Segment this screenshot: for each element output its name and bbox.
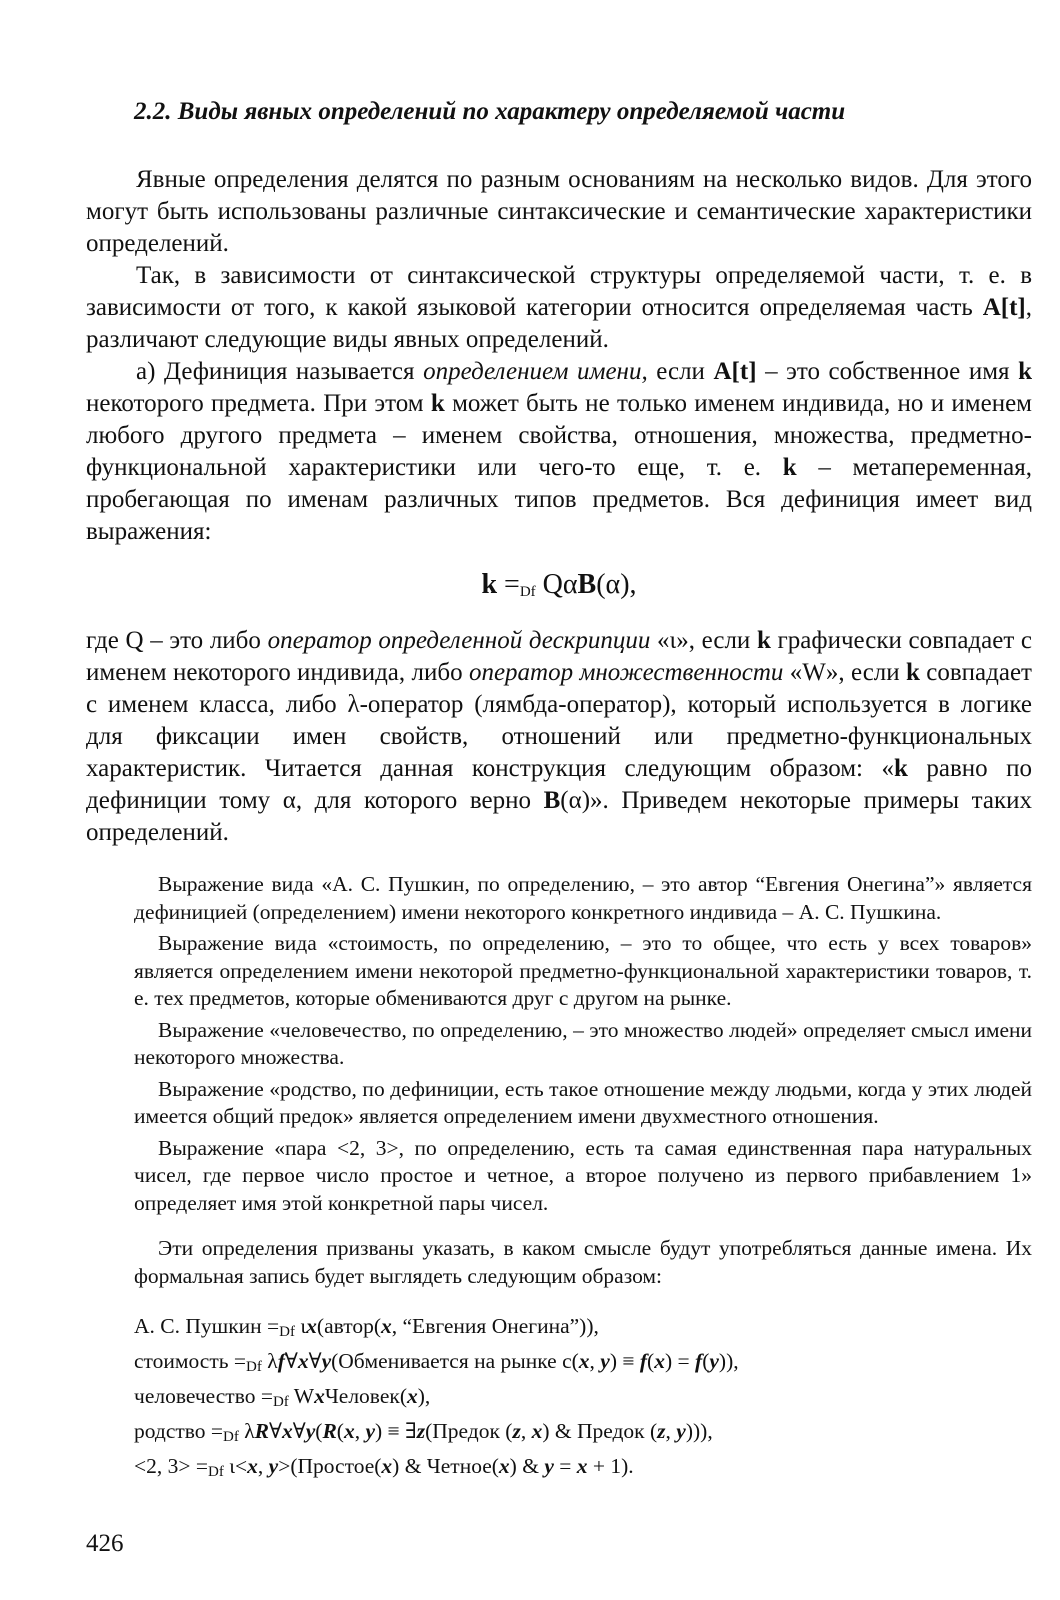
example-item: Выражение «человечество, по определению, – это множество людей» определяет смысл имени некоторого множества. xyxy=(134,1017,1032,1069)
example-item: Выражение «родство, по дефиниции, есть такое отношение между людьми, когда у этих людей имеется общий предок» является определением имени двухместного отношения. xyxy=(134,1076,1032,1128)
formal-line-humanity: человечество $=_{Df}$ WxЧеловек(x), xyxy=(134,1384,431,1410)
formal-line-pushkin: А. С. Пушкин $=_{Df}$ ιx(автор(x, “Евгения Онегина”)), xyxy=(134,1314,599,1340)
paragraph-2: Так, в зависимости от синтаксической структуры определяемой части, т. е. в зависимости от того, к какой языковой категории относится определяемая часть A[t], различают следующие виды явных определений. xyxy=(86,262,1032,353)
formal-line-pair: <2, $3> =_{Df}$ ι<x, y>(Простое(x) & Четное(x) & y = x + 1). xyxy=(134,1454,634,1480)
paragraph-5: Эти определения призваны указать, в каком смысле будут употребляться данные имена. Их формальная запись будет выглядеть следующим образом: xyxy=(134,1236,1032,1288)
page-number: 426 xyxy=(86,1530,124,1557)
section-heading: 2.2. Виды явных определений по характеру определяемой части xyxy=(134,98,846,125)
example-item: Выражение вида «А. С. Пушкин, по определению, – это автор “Евгения Онегина”» является дефиницией (определением) имени некоторого конкретного индивида – А. С. Пушкина. xyxy=(134,872,1032,924)
formal-line-kinship: родство $=_{Df}$ λR∀x∀y(R(x, y) ≡ ∃z(Предок (z, x) & Предок (z, y))), xyxy=(134,1419,713,1445)
example-item: Выражение вида «стоимость, по определению, – это то общее, что есть у всех товаров» является определением имени некоторой предметно-функциональной характеристики товаров, т. е. тех предметов, которые обмениваются друг с другом на рынке. xyxy=(134,931,1032,1010)
paragraph-1: Явные определения делятся по разным основаниям на несколько видов. Для этого могут быть использованы различные синтаксические и семантические характеристики определений. xyxy=(86,166,1032,257)
page-content xyxy=(86,96,1032,1487)
examples-block xyxy=(134,871,1032,1217)
paragraph-4: где Q – это либо оператор определенной дескрипции «ι», если k графически совпадает с именем некоторого индивида, либо оператор множественности «W», если k совпадает с именем класса, либо λ-оператор (лямбда-оператор), который используется в логике для фиксации имен свойств, отношений или предметно-функциональных характеристик. Читается данная конструкция следующим образом: «k равно по дефиниции тому α, для которого верно B(α)». Приведем некоторые примеры таких определений. xyxy=(86,627,1033,846)
definition-formula: $k =_{Df}$ QαB(α), xyxy=(481,569,637,600)
formal-line-value: стоимость $=_{Df}$ λf∀x∀y(Обменивается на рынке с(x, y) ≡ f(x) = f(y)), xyxy=(134,1349,739,1375)
paragraph-3: а) Дефиниция называется определением имени, если A[t] – это собственное имя k некоторого предмета. При этом k может быть не только именем индивида, но и именем любого другого предмета – именем свойства, отношения, множества, предметно-функциональной характеристики или чего-то еще, т. е. k – метапеременная, пробегающая по именам различных типов предметов. Вся дефиниция имеет вид выражения: xyxy=(86,358,1032,545)
example-item: Выражение «пара <2, 3>, по определению, есть та самая единственная пара натуральных чисел, где первое число простое и четное, а второе получено из первого прибавлением 1» определяет имя этой конкретной пары чисел. xyxy=(134,1135,1032,1215)
formal-definitions xyxy=(134,1312,1032,1487)
